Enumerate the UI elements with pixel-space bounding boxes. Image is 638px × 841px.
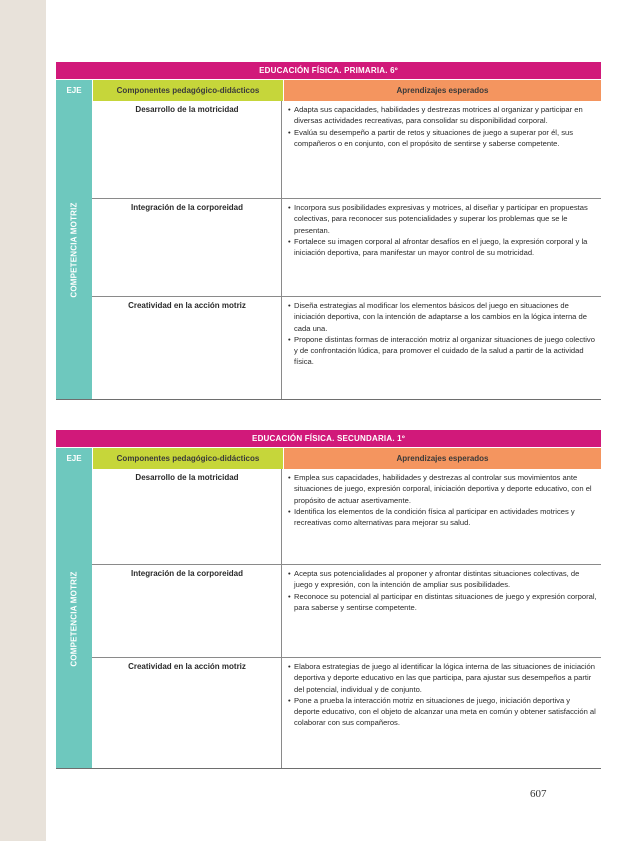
table-secundaria-1 <box>56 430 601 769</box>
aprendizaje-item: • Incorpora sus posibilidades expresivas y motrices, al diseñar y participar en propuestas colectivas, para reconocer sus potencialidades y superar los problemas que se le presentan. <box>288 202 597 236</box>
aprendizaje-item: • Elabora estrategias de juego al identificar la lógica interna de las situaciones de iniciación deportiva y deporte educativo en las que participa, para ajustar sus desempeños a partir del potencial, individual y de conjunto. <box>288 661 597 695</box>
aprendizaje-item: • Identifica los elementos de la condición física al participar en actividades motrices y recreativas como alternativas para mejorar su salud. <box>288 506 597 529</box>
aprendizaje-item: • Reconoce su potencial al participar en distintas situaciones de juego y expresión corporal, para saberse y sentirse competente. <box>288 591 597 614</box>
aprendizajes-cell <box>282 469 601 564</box>
header-componentes: Componentes pedagógico-didácticos <box>93 448 283 469</box>
page-number: 607 <box>530 788 547 800</box>
table-body <box>56 101 601 399</box>
componente-cell: Creatividad en la acción motriz <box>92 297 282 399</box>
table-row <box>92 658 601 768</box>
table-row <box>92 469 601 565</box>
aprendizaje-item: • Propone distintas formas de interacción motriz al organizar situaciones de juego colectivo y de confrontación lúdica, para promover el cuidado de la salud a partir de la actividad física. <box>288 334 597 368</box>
table-header-row <box>56 80 601 101</box>
aprendizaje-item: • Adapta sus capacidades, habilidades y destrezas motrices al organizar y participar en diversas actividades recreativas, para consolidar su disponibilidad corporal. <box>288 104 597 127</box>
table-title: EDUCACIÓN FÍSICA. PRIMARIA. 6º <box>56 62 601 79</box>
componente-cell: Desarrollo de la motricidad <box>92 101 282 198</box>
table-row <box>92 101 601 199</box>
componente-cell: Creatividad en la acción motriz <box>92 658 282 768</box>
componente-cell: Integración de la corporeidad <box>92 199 282 296</box>
axis-label: COMPETENCIA MOTRIZ <box>69 202 79 298</box>
table-row <box>92 199 601 297</box>
axis-column <box>56 101 92 399</box>
table-row <box>92 565 601 658</box>
aprendizaje-item: • Fortalece su imagen corporal al afrontar desafíos en el juego, la expresión corporal y la iniciación deportiva, para manifestar un mayor control de su motricidad. <box>288 236 597 259</box>
page-margin-strip <box>0 0 46 841</box>
aprendizajes-cell <box>282 199 601 296</box>
header-componentes: Componentes pedagógico-didácticos <box>93 80 283 101</box>
aprendizaje-item: • Acepta sus potencialidades al proponer y afrontar distintas situaciones colectivas, de juego y expresión, con la intención de ampliar sus posibilidades. <box>288 568 597 591</box>
aprendizajes-cell <box>282 297 601 399</box>
header-eje: EJE <box>56 80 92 101</box>
aprendizajes-cell <box>282 658 601 768</box>
componente-cell: Integración de la corporeidad <box>92 565 282 657</box>
table-body <box>56 469 601 768</box>
table-row <box>92 297 601 399</box>
aprendizaje-item: • Evalúa su desempeño a partir de retos y situaciones de juego a superar por él, sus compañeros o en conjunto, con el propósito de sentirse y saberse competente. <box>288 127 597 150</box>
header-eje: EJE <box>56 448 92 469</box>
aprendizaje-item: • Emplea sus capacidades, habilidades y destrezas al controlar sus movimientos ante situaciones de juego, expresión corporal, iniciación deportiva y deporte educativo, con el propósito de actuar asertivamente. <box>288 472 597 506</box>
header-aprendizajes: Aprendizajes esperados <box>284 448 601 469</box>
axis-column <box>56 469 92 768</box>
aprendizaje-item: • Pone a prueba la interacción motriz en situaciones de juego, iniciación deportiva y deporte educativo, con el objeto de alcanzar una meta en común y obtener satisfacción al colaborar con sus compañeros. <box>288 695 597 729</box>
axis-label: COMPETENCIA MOTRIZ <box>69 570 79 667</box>
aprendizajes-cell <box>282 565 601 657</box>
componente-cell: Desarrollo de la motricidad <box>92 469 282 564</box>
aprendizaje-item: • Diseña estrategias al modificar los elementos básicos del juego en situaciones de iniciación deportiva, con la intención de adaptarse a los cambios en la lógica interna de cada una. <box>288 300 597 334</box>
table-title: EDUCACIÓN FÍSICA. SECUNDARIA. 1º <box>56 430 601 447</box>
table-primaria-6 <box>56 62 601 400</box>
header-aprendizajes: Aprendizajes esperados <box>284 80 601 101</box>
table-header-row <box>56 448 601 469</box>
aprendizajes-cell <box>282 101 601 198</box>
